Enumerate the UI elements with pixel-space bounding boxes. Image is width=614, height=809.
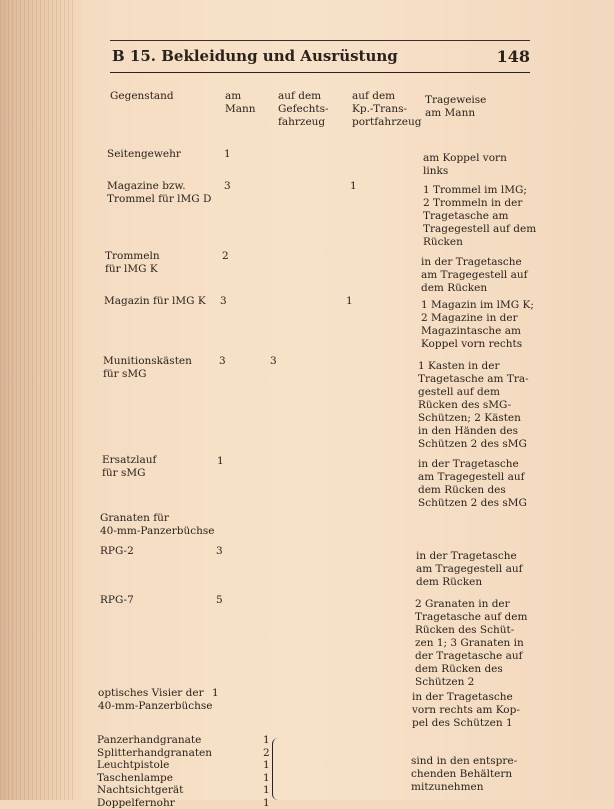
list-item: Doppelfernohr [97, 797, 212, 809]
row-item-optisches-visier: optisches Visier der 40-mm-Panzerbüchse [98, 687, 212, 713]
row-item-munitionskaesten: Munitionskästen für sMG [103, 355, 192, 381]
header-rule-top [110, 40, 530, 41]
row-count-am-mann: 1 [212, 687, 219, 700]
row-count-transport: 1 [346, 295, 353, 308]
row-item-seitengewehr: Seitengewehr [107, 148, 181, 161]
row-trageweise: in der Tragetasche am Tragegestell auf dem Rücken des Schützen 2 des sMG [418, 458, 527, 510]
row-trageweise: 1 Magazin im lMG K; 2 Magazine in der Magazintasche am Koppel vorn rechts [421, 299, 534, 351]
page-number: 148 [497, 47, 530, 66]
col-header-transportfahrzeug: auf dem Kp.-Trans- portfahrzeug [352, 90, 421, 129]
row-count-am-mann: 2 [222, 250, 229, 263]
row-item-rpg-2: RPG-2 [100, 545, 134, 558]
row-item-trommeln-lmg-k: Trommeln für lMG K [105, 250, 160, 276]
col-header-gefechtsfahrzeug: auf dem Gefechts- fahrzeug [278, 90, 329, 129]
list-item: Nachtsichtgerät [97, 784, 212, 797]
row-count-gefechtsfahrzeug: 3 [270, 355, 277, 368]
list-item: Taschenlampe [97, 772, 212, 785]
col-header-am-mann: am Mann [225, 90, 256, 116]
row-trageweise: am Koppel vorn links [423, 152, 507, 178]
row-item-granaten-heading: Granaten für 40-mm-Panzerbüchse [100, 512, 214, 538]
row-count-am-mann: 1 [224, 148, 231, 161]
row-item-magazine-lmg-d: Magazine bzw. Trommel für lMG D [107, 180, 211, 206]
page-edge-stack [0, 0, 75, 800]
row-count-am-mann: 3 [220, 295, 227, 308]
row-item-rpg-7: RPG-7 [100, 594, 134, 607]
row-count-am-mann: 1 [217, 455, 224, 468]
col-header-item: Gegenstand [110, 90, 174, 103]
row-count-transport: 1 [350, 180, 357, 193]
row-count-am-mann: 5 [216, 594, 223, 607]
col-header-trageweise: Trageweise am Mann [425, 94, 486, 120]
row-trageweise: 2 Granaten in der Tragetasche auf dem Rücken des Schüt- zen 1; 3 Granaten in der Tragetasche auf dem Rücken des Schützen 2 [415, 598, 527, 689]
list-item: Panzerhandgranate [97, 734, 212, 747]
row-item-ersatzlauf: Ersatzlauf für sMG [102, 454, 156, 480]
grouped-trageweise: sind in den entspre- chenden Behältern mitzunehmen [411, 755, 517, 794]
list-item: Leuchtpistole [97, 759, 212, 772]
row-count-am-mann: 3 [219, 355, 226, 368]
grouped-counts: 1 2 1 1 1 1 [263, 734, 270, 809]
grouped-items-list [97, 734, 212, 809]
row-item-magazin-lmg-k: Magazin für lMG K [104, 295, 206, 308]
row-trageweise: 1 Trommel im lMG; 2 Trommeln in der Tragetasche am Tragegestell auf dem Rücken [423, 184, 536, 249]
row-trageweise: in der Tragetasche am Tragegestell auf dem Rücken [421, 256, 528, 295]
page-header [110, 44, 530, 73]
row-count-am-mann: 3 [216, 545, 223, 558]
group-brace [272, 738, 283, 800]
row-trageweise: 1 Kasten in der Tragetasche am Tra- gestell auf dem Rücken des sMG- Schützen; 2 Kästen in den Händen des Schützen 2 des sMG [418, 360, 529, 451]
page-title: B 15. Bekleidung und Ausrüstung [112, 47, 398, 65]
list-item: Splitterhandgranaten [97, 747, 212, 760]
row-trageweise: in der Tragetasche vorn rechts am Kop- pel des Schützen 1 [412, 691, 520, 730]
row-count-am-mann: 3 [224, 180, 231, 193]
row-trageweise: in der Tragetasche am Tragegestell auf dem Rücken [416, 550, 523, 589]
